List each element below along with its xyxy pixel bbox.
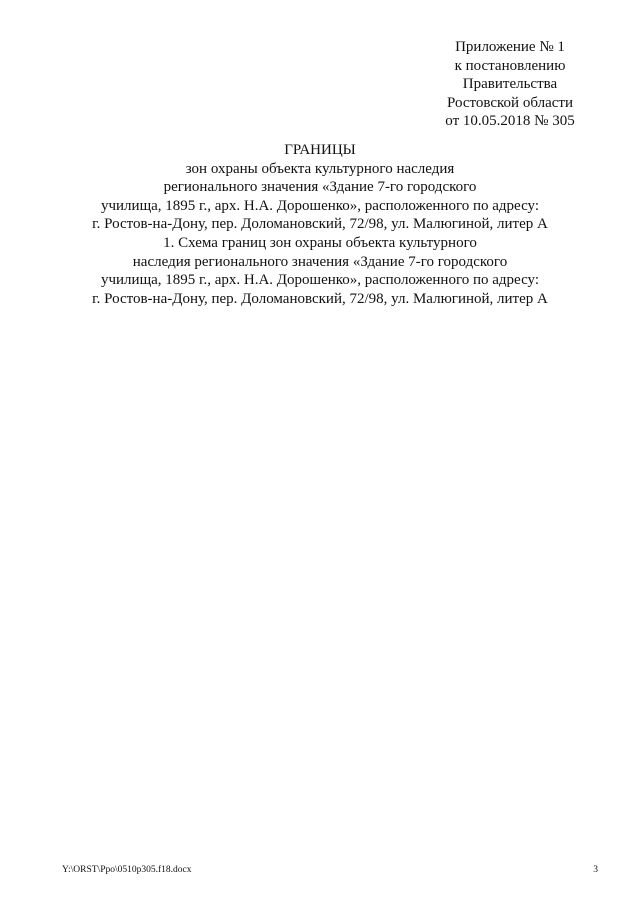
footer-page-number: 3 bbox=[593, 865, 598, 875]
appendix-line-4: Ростовской области bbox=[447, 94, 573, 111]
section-line-4: г. Ростов-на-Дону, пер. Доломановский, 72/98, ул. Малюгиной, литер А bbox=[92, 290, 548, 307]
heading-line-4: г. Ростов-на-Дону, пер. Доломановский, 72/98, ул. Малюгиной, литер А bbox=[92, 216, 548, 232]
appendix-line-1: Приложение № 1 bbox=[455, 39, 565, 55]
appendix-line-2: к постановлению bbox=[454, 57, 566, 74]
appendix-line-5: от 10.05.2018 № 305 bbox=[445, 113, 575, 129]
section-line-2: наследия регионального значения «Здание 7-го городского bbox=[132, 253, 508, 270]
section-heading bbox=[60, 234, 580, 308]
section-line-3: училища, 1895 г., арх. Н.А. Дорошенко», расположенного по адресу: bbox=[100, 272, 539, 288]
heading-line-3: училища, 1895 г., арх. Н.А. Дорошенко», расположенного по адресу: bbox=[100, 197, 539, 214]
section-line-1: 1. Схема границ зон охраны объекта культурного bbox=[163, 235, 477, 251]
document-heading bbox=[60, 141, 580, 234]
appendix-block bbox=[400, 38, 620, 131]
heading-line-2: регионального значения «Здание 7-го городского bbox=[163, 179, 477, 195]
footer-file-path: Y:\ORST\Ppo\0510p305.f18.docx bbox=[62, 865, 192, 875]
heading-line-1: зон охраны объекта культурного наследия bbox=[185, 160, 455, 177]
appendix-line-3: Правительства bbox=[462, 76, 558, 92]
document-title: ГРАНИЦЫ bbox=[284, 142, 356, 158]
